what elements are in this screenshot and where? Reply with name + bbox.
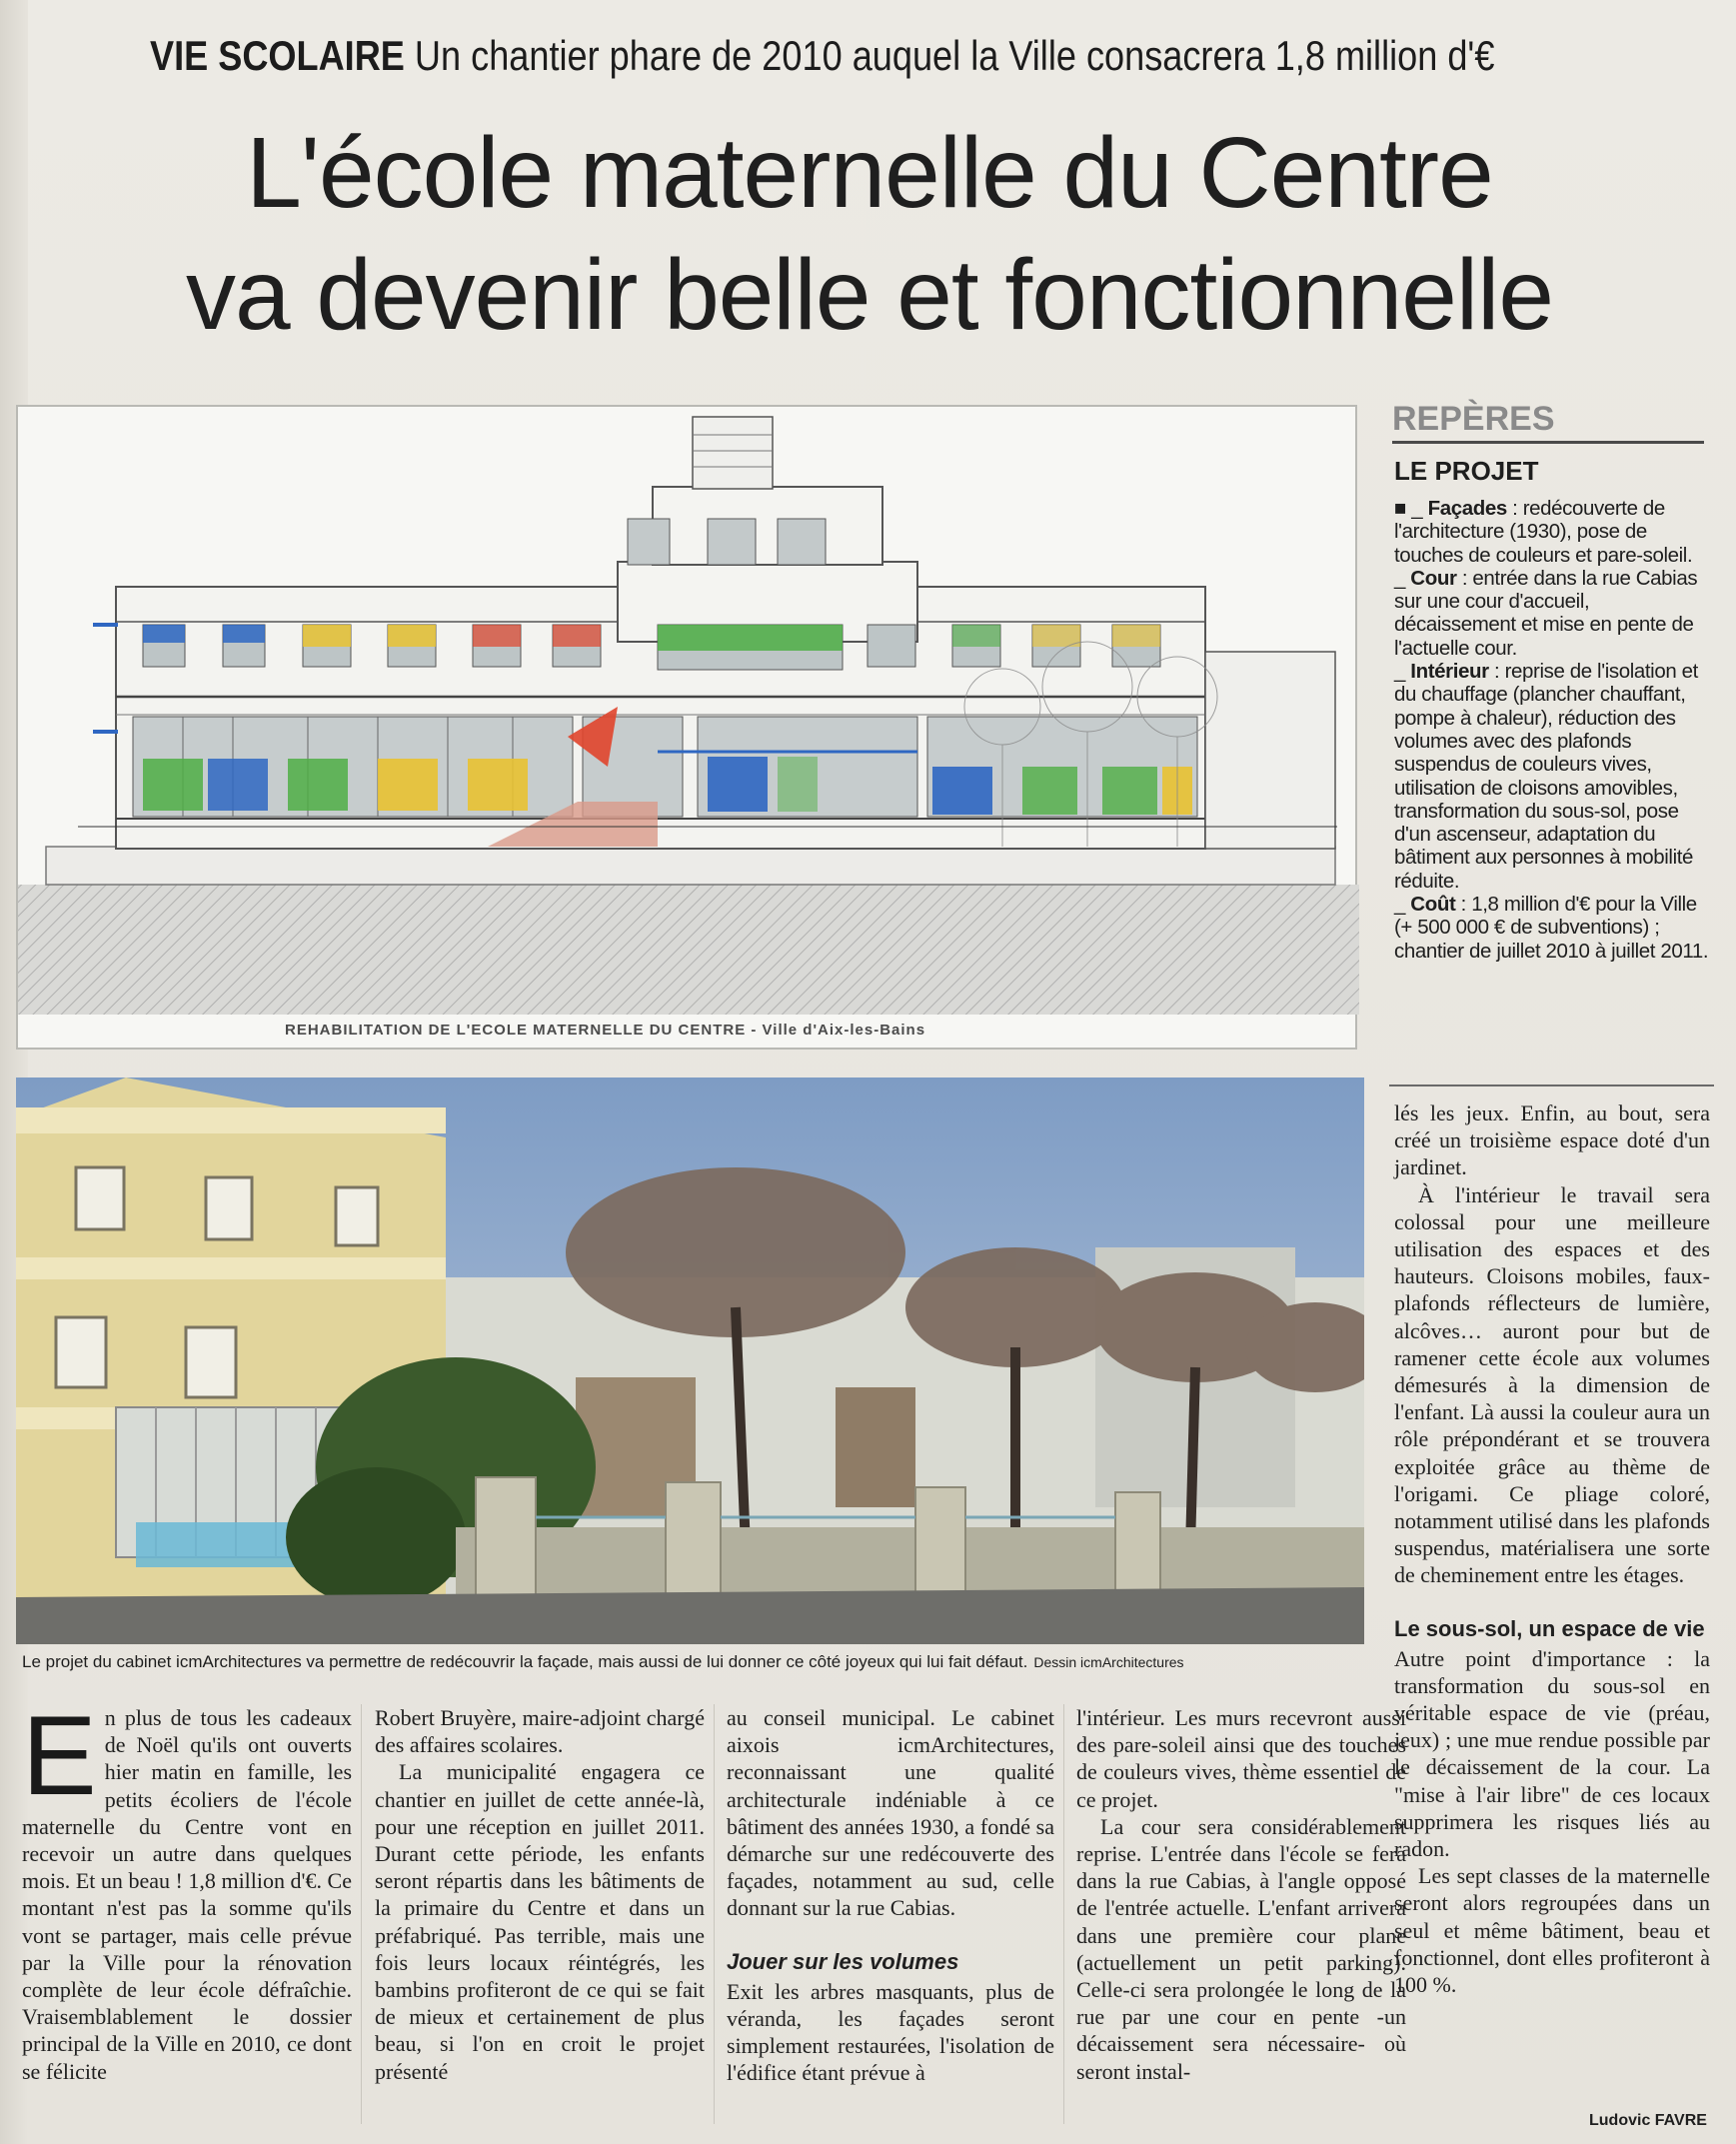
article-column-3 — [727, 1704, 1054, 2086]
column-rule — [361, 1704, 362, 2124]
dropcap: E — [22, 1693, 97, 1818]
reperes-rule — [1389, 1084, 1714, 1086]
photo-caption — [22, 1651, 1376, 1673]
school-photo — [16, 1077, 1364, 1644]
kicker-text: Un chantier phare de 2010 auquel la Ville consacrera 1,8 million d'€ — [414, 32, 1495, 79]
article-paragraph: Autre point d'importance : la transformation du sous-sol en véritable espace de vie (préau, jeux) ; une mue rendue possible par le décaissement de la cour. La "mise à l'air libre" de ces locaux supprimera les risques liés au radon. — [1394, 1645, 1710, 1862]
reperes-subtitle: LE PROJET — [1394, 456, 1539, 486]
article-column-1 — [22, 1693, 352, 2085]
kicker-rubric: VIE SCOLAIRE — [150, 32, 405, 79]
stone-wall — [456, 1527, 1364, 1597]
reperes-item: ■ _ Façades : redécouverte de l'architecture (1930), pose de touches de couleurs et pare-soleil. — [1394, 497, 1693, 567]
column-rule — [1063, 1704, 1064, 2124]
street — [16, 1587, 1364, 1644]
reperes-item: _ Coût : 1,8 million d'€ pour la Ville (+ 500 000 € de subventions) ; chantier de juillet 2010 à juillet 2011. — [1394, 893, 1709, 963]
headline-line-1: L'école maternelle du Centre — [246, 117, 1493, 229]
column-rule — [714, 1704, 715, 2124]
headline — [60, 112, 1679, 356]
article-paragraph: Robert Bruyère, maire-adjoint chargé des affaires scolaires. — [375, 1705, 705, 1758]
byline: Ludovic FAVRE — [1589, 2112, 1707, 2129]
article-paragraph: l'intérieur. Les murs recevront aussi des pare-soleil ainsi que des touches de couleurs vives, thème essentiel de ce projet. — [1076, 1705, 1406, 1812]
kicker — [150, 30, 1495, 82]
reperes-body — [1394, 497, 1712, 963]
ground-hatch — [18, 885, 1359, 1015]
article-paragraph: Exit les arbres masquants, plus de véranda, les façades seront simplement restaurées, l'isolation de l'édifice étant prévue à — [727, 1978, 1054, 2086]
reperes-title: REPÈRES — [1392, 400, 1704, 444]
article-paragraph: lés les jeux. Enfin, au bout, sera créé un troisième espace doté d'un jardinet. — [1394, 1100, 1710, 1180]
drawing-caption: REHABILITATION DE L'ECOLE MATERNELLE DU CENTRE - Ville d'Aix-les-Bains — [285, 1022, 926, 1039]
school-photo-svg — [16, 1077, 1364, 1644]
architectural-drawing — [16, 405, 1357, 1050]
side-wing — [1205, 652, 1335, 849]
article-column-4 — [1076, 1704, 1406, 2085]
facade-elevation-svg — [18, 407, 1359, 1052]
reperes-item: _ Cour : entrée dans la rue Cabias sur une cour d'accueil, décaissement et mise en pente de l'actuelle cour. — [1394, 566, 1698, 660]
article-paragraph: À l'intérieur le travail sera colossal pour une meilleure utilisation des espaces et des hauteurs. Cloisons mobiles, faux-plafonds réflecteurs de lumière, alcôves… auront pour but de ramener cette école aux volumes démesurés à la dimension de l'enfant. Là aussi la couleur aura un rôle prépondérant et se trouvera exploitée grâce au thème de l'origami. Ce pliage coloré, notamment utilisé dans les plafonds suspendus, matérialisera une sorte de cheminement entre les étages. — [1394, 1181, 1710, 1588]
ground-windows — [133, 707, 1197, 817]
plinth — [46, 847, 1335, 885]
tower-vent — [693, 417, 773, 489]
article-paragraph: Les sept classes de la maternelle seront alors regroupées dans un seul et même bâtiment, beau et fonctionnel, dont elles profiteront à 100 %. — [1394, 1863, 1710, 1998]
reperes-item: _ Intérieur : reprise de l'isolation et du chauffage (plancher chauffant, pompe à chaleur), réduction des volumes avec des plafonds suspendus de couleurs vives, utilisation de cloisons amovibles, transformation du sous-sol, pose d'un ascenseur, adaptation du bâtiment aux personnes à mobilité réduite. — [1394, 660, 1698, 893]
headline-line-2: va devenir belle et fonctionnelle — [186, 239, 1553, 351]
article-paragraph: La municipalité engagera ce chantier en juillet de cette année-là, pour une réception en juillet 2011. Durant cette période, les enfants seront répartis dans les bâtiments de la primaire du Centre et dans un préfabriqué. Pas terrible, mais une fois leurs locaux réintégrés, les bambins profiteront de ce qui se fait de mieux et certainement de plus beau, si l'on en croit le projet présenté — [375, 1759, 705, 2084]
article-column-2 — [375, 1704, 705, 2085]
subheading: Jouer sur les volumes — [727, 1948, 959, 1974]
photo-caption-text: Le projet du cabinet icmArchitectures va permettre de redécouvrir la façade, mais aussi de lui donner ce côté joyeux qui lui fait défaut. — [22, 1652, 1028, 1671]
photo-credit: Dessin icmArchitectures — [1033, 1654, 1184, 1670]
reperes-box — [1392, 400, 1722, 963]
article-paragraph: La cour sera considérablement reprise. L'entrée dans l'école se fera dans la rue Cabias, à l'angle opposé de l'entrée actuelle. L'enfant arrivera dans une première cour plane (actuellement un petit parking). Celle-ci sera prolongée le long de la rue par une cour en pente -un décaissement sera nécessaire- où seront instal- — [1076, 1813, 1406, 2084]
article-paragraph: En plus de tous les cadeaux de Noël qu'ils ont ouverts hier matin en famille, les petits écoliers de l'école maternelle du Centre vont en recevoir un autre dans quelques mois. Et un beau ! 1,8 million d'€. Ce montant n'est pas la somme qu'ils vont se partager, mais celle prévue par la Ville pour la rénovation complète de leur école défraîchie. Vraisemblablement le dossier principal de la Ville en 2010, ce dont se félicite — [22, 1693, 352, 2084]
subheading: Le sous-sol, un espace de vie — [1394, 1615, 1705, 1641]
tower-upper — [653, 487, 882, 565]
article-column-5 — [1394, 1099, 1710, 1998]
article-paragraph: au conseil municipal. Le cabinet aixois icmArchitectures, reconnaissant une qualité architecturale indéniable à ce bâtiment des années 1930, a fondé sa démarche sur une redécouverte des façades, notamment au sud, celle donnant sur la rue Cabias. — [727, 1705, 1054, 1921]
